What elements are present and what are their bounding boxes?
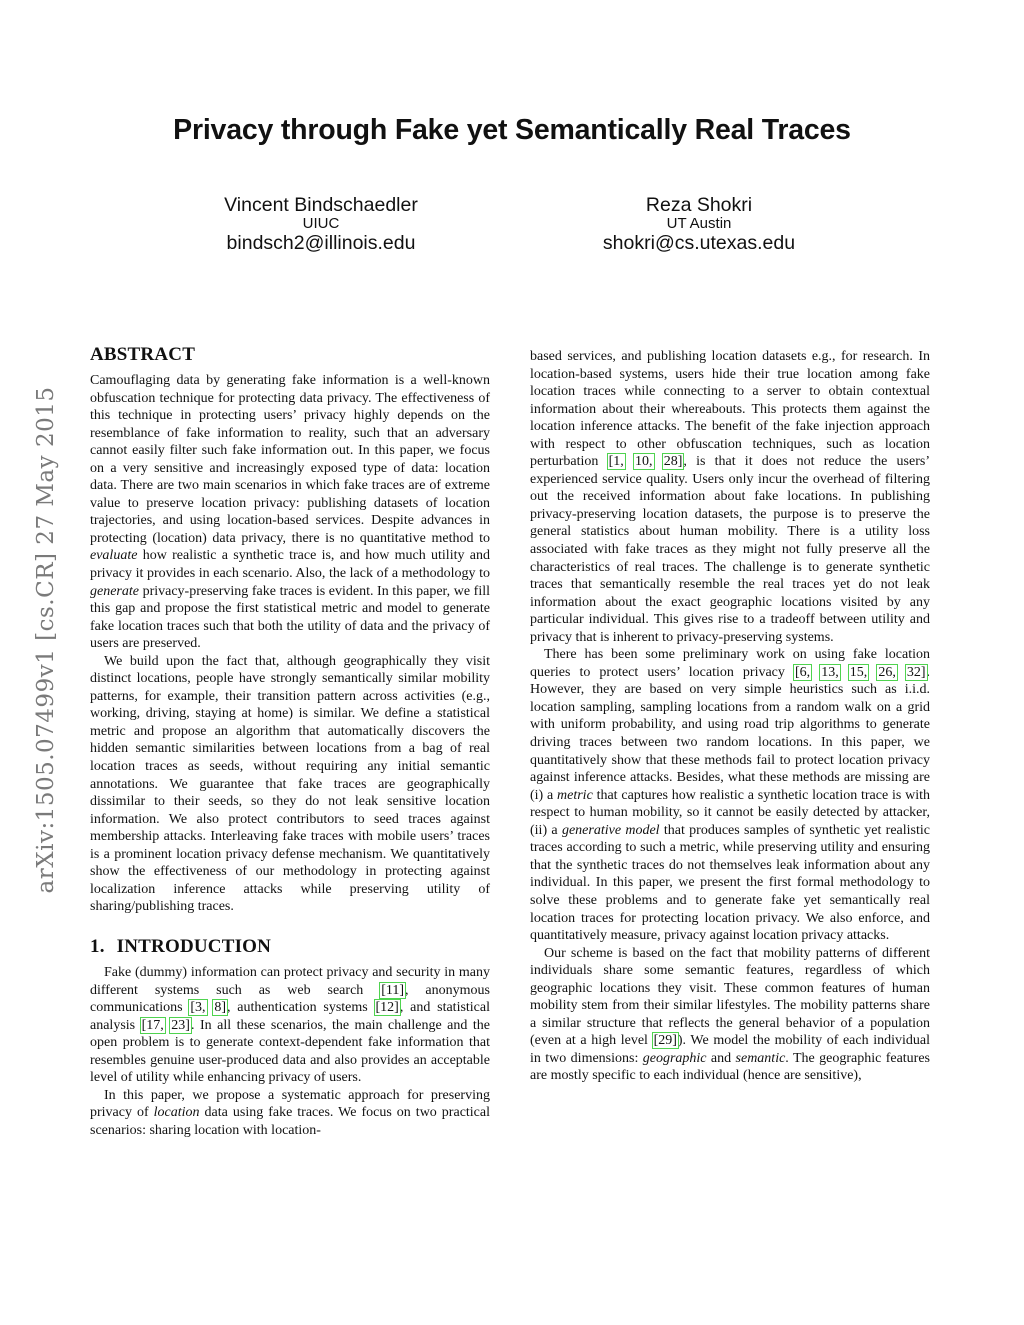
citation-link[interactable]: [11] bbox=[381, 982, 405, 998]
citation-link[interactable]: 32] bbox=[906, 664, 926, 680]
paper-title: Privacy through Fake yet Semantically Real Traces bbox=[173, 114, 851, 146]
citation-link[interactable]: 15, bbox=[849, 664, 868, 680]
intro-paragraph: based services, and publishing location datasets e.g., for research. In location-based systems, users hide their true location among fake location traces while connecting to a server to obtain contextual information about their whereabouts. This protects them against the location inference attacks. The benefit of the fake injection approach with respect to other obfuscation techniques, such as location perturbation [1, 10, 28], is that it does not reduce the users’ experienced service quality. Users only incur the overhead of filtering out the received information about fake locations. In publishing privacy-preserving location datasets, the purpose is to preserve the general statistics about human mobility. There is a utility loss associated with fake traces as they might not fully preserve all the characteristics of real traces. The challenge is to generate synthetic traces that semantically resemble the real traces yet do not leak information about the exact geographic locations visited by any particular individual. This gives rise to a tradeoff between utility and privacy that is inherent to privacy-preserving systems. bbox=[530, 349, 930, 645]
citation-link[interactable]: 26, bbox=[878, 664, 896, 680]
author-email: shokri@cs.utexas.edu bbox=[602, 232, 796, 254]
author-affiliation: UIUC bbox=[302, 215, 340, 232]
author-name: Reza Shokri bbox=[645, 194, 753, 216]
citation-link[interactable]: [3, bbox=[190, 1000, 206, 1016]
author-name: Vincent Bindschaedler bbox=[224, 194, 418, 216]
author-block bbox=[539, 194, 859, 255]
right-column bbox=[530, 348, 930, 1085]
abstract-paragraph: We build upon the fact that, although geographically they visit distinct locations, people have strongly semantically similar mobility patterns, for example, their transition pattern across activities (e.g., working, driving, staying at home) is similar. We define a statistical metric and propose an algorithm that automatically discovers the hidden semantic similarities between locations from a bag of real location traces as seeds, without requiring any initial semantic annotations. We guarantee that fake traces are geographically dissimilar to their seeds, so they do not leak sensitive location information. We also protect contributors to seed traces against membership attacks. Interleaving fake traces with mobile users’ traces is a prominent location privacy defense mechanism. We quantitatively show the effectiveness of our methodology in protecting against localization inference attacks while preserving utility of sharing/publishing traces. bbox=[90, 653, 490, 915]
citation-link[interactable]: [29] bbox=[653, 1033, 677, 1049]
arxiv-stamp-text: arXiv:1505.07499v1 [cs.CR] 27 May 2015 bbox=[33, 386, 59, 894]
abstract-paragraph: Camouflaging data by generating fake information is a well-known obfuscation technique for protecting data privacy. The effectiveness of this technique in protecting users’ privacy highly depends on the resemblance of fake information to reality, such that an adversary cannot easily filter such fake information out. In this paper, we focus on a very sensitive and increasingly exposed type of data: location data. There are two main scenarios in which fake traces are of extreme value to preserve location privacy: publishing datasets of location trajectories, and using location-based services. Despite advances in protecting (location) data privacy, there is no quantitative method to evaluate how realistic a synthetic trace is, and how much utility and privacy it provides in each scenario. Also, the lack of a methodology to generate privacy-preserving fake traces is evident. In this paper, we fill this gap and propose the first statistical metric and model to generate fake location traces such that both the utility of data and the privacy of users are preserved. bbox=[90, 373, 490, 652]
intro-paragraph: There has been some preliminary work on using fake location queries to protect users’ location privacy [6, 13, 15, 26, 32]. However, they are based on very simple heuristics such as i.i.d. location sampling, sampling locations from a random walk on a grid with uniform probability, and using road trip algorithms to generate driving traces between two random locations. In this paper, we quantitatively show that these methods fail to protect location privacy against inference attacks. Besides, what these methods are missing are (i) a metric that captures how realistic a synthetic location trace is with respect to human mobility, so it cannot be easily detected by attacker, (ii) a generative model that produces samples of synthetic yet realistic traces according to such a metric, while preserving utility and ensuring that the synthetic traces do not themselves leak information about any individual. In this paper, we present the first formal methodology to solve these problems and to generate fake yet semantically real location traces for protecting location privacy. We also enforce, and quantitatively measure, privacy against location privacy attacks. bbox=[530, 647, 931, 944]
intro-paragraph: In this paper, we propose a systematic approach for preserving privacy of location data using fake traces. We focus on two practical scenarios: sharing location with location- bbox=[90, 1087, 490, 1138]
author-affiliation: UT Austin bbox=[666, 215, 732, 232]
citation-link[interactable]: 13, bbox=[821, 664, 839, 680]
section-number: 1. bbox=[90, 935, 105, 957]
citation-link[interactable]: [12] bbox=[375, 1000, 399, 1016]
citation-link[interactable]: 28] bbox=[663, 454, 683, 470]
citation-link[interactable]: [1, bbox=[608, 454, 624, 470]
intro-paragraph: Our scheme is based on the fact that mobility patterns of different individuals share some semantic features, regardless of which geographic locations they visit. These common features of human mobility stem from their similar lifestyles. The mobility patterns share a similar structure that reflects the general behavior of a population (even at a high level [29]). We model the mobility of each individual in two dimensions: geographic and semantic. The geographic features are mostly specific to each individual (hence are sensitive), bbox=[530, 945, 930, 1084]
abstract-heading: ABSTRACT bbox=[90, 344, 196, 365]
citation-link[interactable]: [17, bbox=[141, 1017, 164, 1033]
author-email: bindsch2@illinois.edu bbox=[226, 232, 416, 254]
citation-link[interactable]: 8] bbox=[214, 1000, 226, 1016]
left-column bbox=[90, 344, 490, 1139]
citation-link[interactable]: [6, bbox=[794, 664, 811, 680]
citation-link[interactable]: 10, bbox=[635, 454, 653, 470]
introduction-heading bbox=[90, 936, 490, 958]
intro-paragraph: Fake (dummy) information can protect privacy and security in many different systems such as web search [11], anonymous communications [3, 8], authentication systems [12], and statistical analysis [17, 23]. In all these scenarios, the main challenge and the open problem is to generate context-dependent fake information that resembles genuine user-produced data and also provides an acceptable level of utility while enhancing privacy of users. bbox=[90, 964, 490, 1086]
section-title: INTRODUCTION bbox=[116, 935, 272, 957]
citation-link[interactable]: 23] bbox=[171, 1017, 190, 1033]
author-block bbox=[161, 194, 481, 255]
